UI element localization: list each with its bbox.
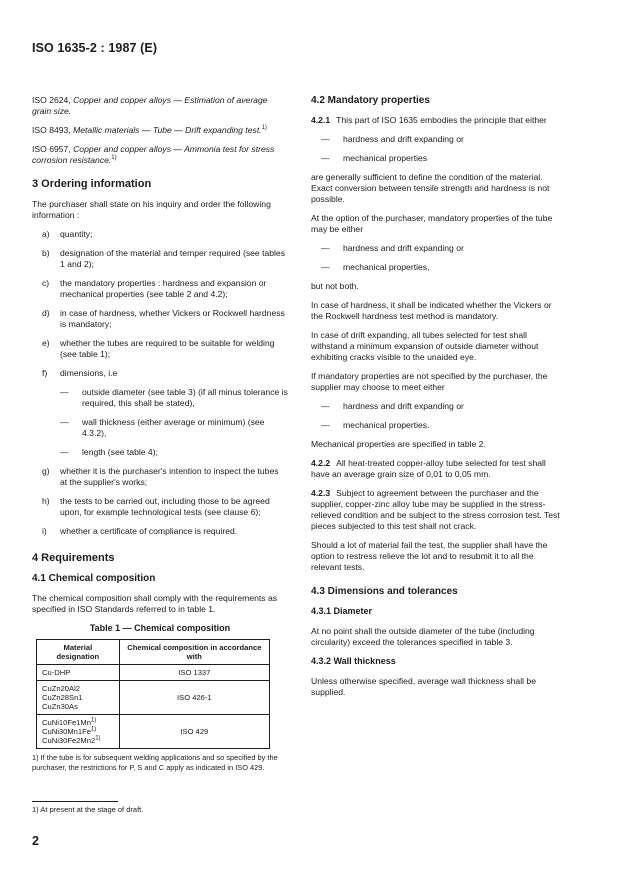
list-item: a) quantity; [42,229,93,239]
section-4-2-2-text: 4.2.2 All heat-treated copper-alloy tube selected for test shall have an average grain size of 0,01 to 0,05 mm. [311,458,546,479]
page-number: 2 [32,834,39,848]
footnote-divider [32,801,118,802]
right-column [311,95,563,706]
list-item: — hardness and drift expanding or [321,401,464,411]
table-cell: ISO 426-1 [119,681,269,715]
paragraph: Mechanical properties are specified in table 2. [311,439,486,449]
list-item: f) dimensions, i.e [42,368,118,378]
list-item: b) designation of the material and temper required (see tables 1 and 2); [42,248,286,269]
list-item: h) the tests to be carried out, including those to be agreed upon, for example technological tests (see clause 6); [42,496,270,517]
paragraph: At the option of the purchaser, mandatory properties of the tube may be either [311,213,553,234]
list-item: i) whether a certificate of compliance is required. [42,526,238,536]
list-item: — mechanical properties, [321,262,430,272]
table-row [37,665,270,681]
ref-iso-8493: ISO 8493, Metallic materials — Tube — Drift expanding test.$^{1)}$ [32,125,267,135]
table-cell: ISO 1337 [119,665,269,681]
section-3-heading: 3 Ordering information [32,178,152,190]
section-4-3-2-heading: 4.3.2 Wall thickness [311,656,396,666]
section-4-1-heading: 4.1 Chemical composition [32,573,156,584]
list-item: — mechanical properties [321,153,428,163]
section-4-3-heading: 4.3 Dimensions and tolerances [311,586,458,597]
list-item: — mechanical properties. [321,420,430,430]
ref-iso-6957: ISO 6957, Copper and copper alloys — Ammonia test for stress corrosion resistance.$^{1)}$ [32,144,275,165]
section-4-2-1-text: 4.2.1 This part of ISO 1635 embodies the principle that either [311,115,547,125]
table-cell: ISO 429 [119,715,269,749]
table-cell: CuNi10Fe1Mn$^{1)}$ CuNi30Mn1Fe$^{1)}$ CuNi30Fe2Mn2$^{1)}$ [37,715,120,749]
table-cell: CuZn20Al2 CuZn28Sn1 CuZn30As [37,681,120,715]
table-header: Chemical composition in accordance with [119,640,269,665]
table-header: Material designation [37,640,120,665]
section-4-1-text: The chemical composition shall comply with the requirements as specified in ISO Standards referred to in table 1. [32,593,278,614]
dimension-item: — wall thickness (either average or minimum) (see 4.3.2), [60,417,265,438]
list-item: — hardness and drift expanding or [321,243,464,253]
table-cell: Cu-DHP [37,665,120,681]
table-row [37,681,270,715]
table-header-row [37,640,270,665]
document-header: ISO 1635-2 : 1987 (E) [32,41,158,55]
paragraph: but not both. [311,281,359,291]
table-row [37,715,270,749]
ref-iso-2624: ISO 2624, Copper and copper alloys — Estimation of average grain size. [32,95,268,116]
table-1 [36,639,270,749]
paragraph: At no point shall the outside diameter of the tube (including circularity) exceed the tolerances specified in table 3. [311,626,535,647]
table-1-footnote: 1) If the tube is for subsequent welding applications and so specified by the purchaser, the restrictions for P, S and C apply as indicated in ISO 429. [32,753,278,772]
list-item: — hardness and drift expanding or [321,134,464,144]
paragraph: Unless otherwise specified, average wall thickness shall be supplied. [311,676,536,697]
paragraph: Should a lot of material fail the test, the supplier shall have the option to restress relieve the lot and to resubmit it to all the relevant tests. [311,540,548,572]
paragraph: In case of drift expanding, all tubes selected for test shall withstand a minimum expansion of outside diameter without exhibiting cracks visible to the unaided eye. [311,330,539,362]
section-4-3-1-heading: 4.3.1 Diameter [311,606,373,616]
section-3-intro: The purchaser shall state on his inquiry and order the following information : [32,199,271,220]
list-item: c) the mandatory properties : hardness and expansion or mechanical properties (see table 2 and 4.2); [42,278,267,299]
list-item: g) whether it is the purchaser's intention to inspect the tubes at the supplier's works; [42,466,279,487]
left-column [32,95,288,772]
dimension-item: — length (see table 4); [60,447,158,457]
section-4-heading: 4 Requirements [32,552,115,564]
paragraph: If mandatory properties are not specified by the purchaser, the supplier may choose to meet either [311,371,548,392]
table-1-caption: Table 1 — Chemical composition [89,623,231,633]
paragraph: In case of hardness, it shall be indicated whether the Vickers or the Rockwell hardness test method is mandatory. [311,300,552,321]
section-4-2-3-text: 4.2.3 Subject to agreement between the purchaser and the supplier, copper-zinc alloy tube may be supplied in the stress-relieved condition and be subject to the stress corrosion test. Test pieces subjected to this test shall not crack. [311,488,560,531]
list-item: d) in case of hardness, whether Vickers or Rockwell hardness is mandatory; [42,308,285,329]
list-item: e) whether the tubes are required to be suitable for welding (see table 1); [42,338,275,359]
dimension-item: — outside diameter (see table 3) (if all minus tolerance is required, this shall be stated), [60,387,288,408]
section-4-2-heading: 4.2 Mandatory properties [311,95,430,106]
paragraph: are generally sufficient to define the condition of the material. Exact conversion between tensile strength and hardness is not possible. [311,172,550,204]
page-footnote: 1) At present at the stage of draft. [32,805,144,814]
